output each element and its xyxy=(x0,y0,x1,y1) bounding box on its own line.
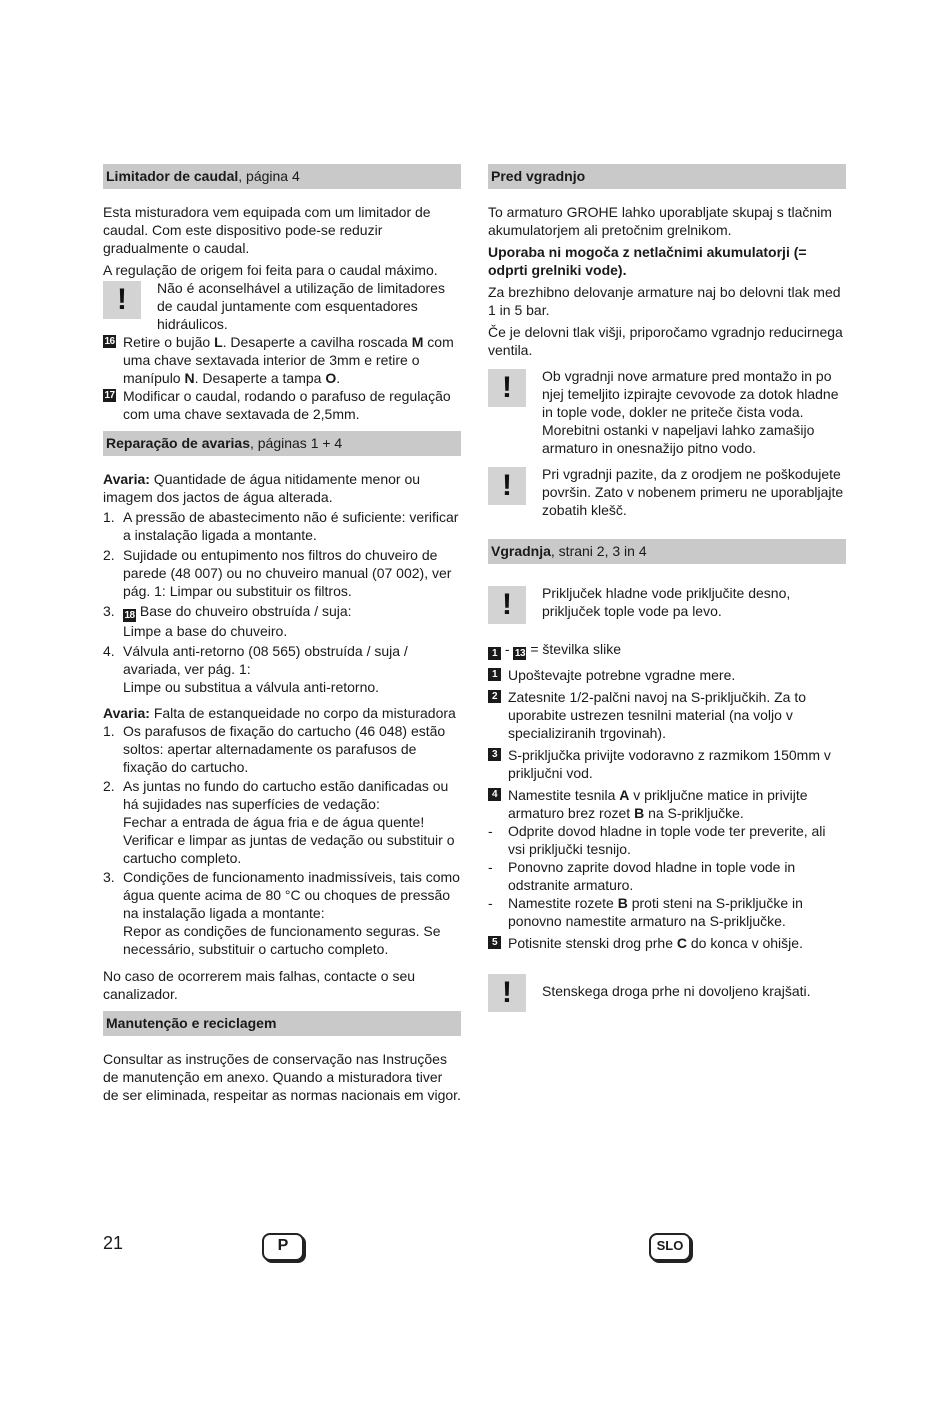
list-item: 4. Válvula anti-retorno (08 565) obstruída / suja / avariada, ver pág. 1: Limpe ou substitua a válvula anti-retorno. xyxy=(103,643,408,695)
list-item: 3. Condições de funcionamento inadmissíveis, tais como água quente acima de 80 °C ou choques de pressão na instalação ligada a montante: Repor as condições de funcionamento seguras. Se necessário, substituir o cartucho completo. xyxy=(103,869,460,957)
list-item: - Odprite dovod hladne in tople vode ter preverite, ali vsi priključki tesnijo. xyxy=(488,823,826,857)
warning-note: ! Ob vgradnji nove armature pred montažo in po njej temeljito izpirajte cevovode za dotok hladne in tople vode, dokler ne priteče čista voda. Morebitni ostanki v napeljavi lahko zamašijo armaturo in onesnažijo pitno vodo. xyxy=(488,367,846,457)
warning-note: ! Pri vgradnji pazite, da z orodjem ne poškodujete površin. Zato v nobenem primeru ne uporabljajte zobatih klešč. xyxy=(488,465,846,519)
paragraph: Consultar as instruções de conservação nas Instruções de manutenção em anexo. Quando a misturadora tiver de ser eliminada, respeitar as normas nacionais em vigor. xyxy=(103,1051,461,1103)
warning-icon: ! xyxy=(488,467,526,505)
section-header-troubleshooting: Reparação de avarias, páginas 1 + 4 xyxy=(103,431,461,456)
paragraph: Uporaba ni mogoča z netlačnimi akumulatorji (= odprti grelniki vode). xyxy=(488,244,807,278)
step-3: 3 S-priključka privijte vodoravno z razmikom 150mm v priključni vod. xyxy=(488,746,846,782)
list-item: 1. A pressão de abastecimento não é suficiente: verificar a instalação ligada a montante. xyxy=(103,509,459,543)
left-column xyxy=(103,164,461,1104)
list-item: 3. 18 Base do chuveiro obstruída / suja: Limpe a base do chuveiro. xyxy=(103,603,352,639)
section-header-maintenance: Manutenção e reciclagem xyxy=(103,1011,461,1036)
section-header-flow-limiter: Limitador de caudal, página 4 xyxy=(103,164,461,189)
step-4: 4 Namestite tesnila A v priključne matice in privijte armaturo brez rozet B na S-priključke. xyxy=(488,786,846,822)
warning-icon: ! xyxy=(103,281,141,319)
warning-icon: ! xyxy=(488,369,526,407)
right-column xyxy=(488,164,846,1012)
paragraph: To armaturo GROHE lahko uporabljate skupaj s tlačnim akumulatorjem ali pretočnim grelnikom. xyxy=(488,204,832,238)
section-header-before-installation: Pred vgradnjo xyxy=(488,164,846,189)
step-5: 5 Potisnite stenski drog prhe C do konca v ohišje. xyxy=(488,934,846,952)
page-number: 21 xyxy=(103,1233,124,1253)
step-16: 16 Retire o bujão L. Desaperte a cavilha roscada M com uma chave sextavada interior de 3mm e retire o manípulo N. Desaperte a tampa O. xyxy=(104,334,454,386)
fault-2: Avaria: Falta de estanqueidade no corpo da misturadora xyxy=(103,705,456,721)
list-item: 1. Os parafusos de fixação do cartucho (46 048) estão soltos: apertar alternadamente os parafusos de fixação do cartucho. xyxy=(103,723,446,775)
list-item: 2. Sujidade ou entupimento nos filtros do chuveiro de parede (48 007) ou no chuveiro manual (07 002), ver pág. 1: Limpar ou substituir os filtros. xyxy=(103,547,452,599)
fault-1: Avaria: Quantidade de água nitidamente menor ou imagem dos jactos de água alterada. xyxy=(103,471,421,505)
paragraph: No caso de ocorrerem mais falhas, contacte o seu canalizador. xyxy=(103,968,416,1002)
language-badge-p: P xyxy=(262,1233,304,1261)
warning-note: ! Stenskega droga prhe ni dovoljeno krajšati. xyxy=(488,972,846,1012)
warning-icon: ! xyxy=(488,586,526,624)
list-item: - Namestite rozete B proti steni na S-priključke in ponovno namestite armaturo na S-priključke. xyxy=(488,895,803,929)
paragraph: Za brezhibno delovanje armature naj bo delovni tlak med 1 in 5 bar. xyxy=(488,284,841,318)
list-item: - Ponovno zaprite dovod hladne in tople vode in odstranite armaturo. xyxy=(488,859,796,893)
warning-icon: ! xyxy=(488,974,526,1012)
step-17: 17 Modificar o caudal, rodando o parafuso de regulação com uma chave sextavada de 2,5mm. xyxy=(104,388,451,422)
section-header-installation: Vgradnja, strani 2, 3 in 4 xyxy=(488,539,846,564)
paragraph: Esta misturadora vem equipada com um limitador de caudal. Com este dispositivo pode-se reduzir gradualmente o caudal. xyxy=(103,204,431,256)
step-1: 1 Upoštevajte potrebne vgradne mere. xyxy=(488,666,846,684)
warning-note: ! Priključek hladne vode priključite desno, priključek tople vode pa levo. xyxy=(488,584,846,624)
paragraph: Če je delovni tlak višji, priporočamo vgradnjo reducirnega ventila. xyxy=(488,324,843,358)
warning-note: ! Não é aconselhável a utilização de limitadores de caudal juntamente com esquentadores hidráulicos. xyxy=(103,279,461,333)
list-item: 2. As juntas no fundo do cartucho estão danificadas ou há sujidades nas superfícies de vedação: Fechar a entrada de água fria e de água quente! Verificar e limpar as juntas de vedação ou substituir o cartucho completo. xyxy=(103,778,455,866)
language-badge-slo: SLO xyxy=(649,1233,691,1261)
figure-legend: 1 - 13 = številka slike xyxy=(488,640,846,660)
step-2: 2 Zatesnite 1/2-palčni navoj na S-priključkih. Za to uporabite ustrezen tesnilni material (na voljo v specializiranih trgovinah). xyxy=(488,688,846,742)
paragraph: A regulação de origem foi feita para o caudal máximo. xyxy=(103,262,438,278)
